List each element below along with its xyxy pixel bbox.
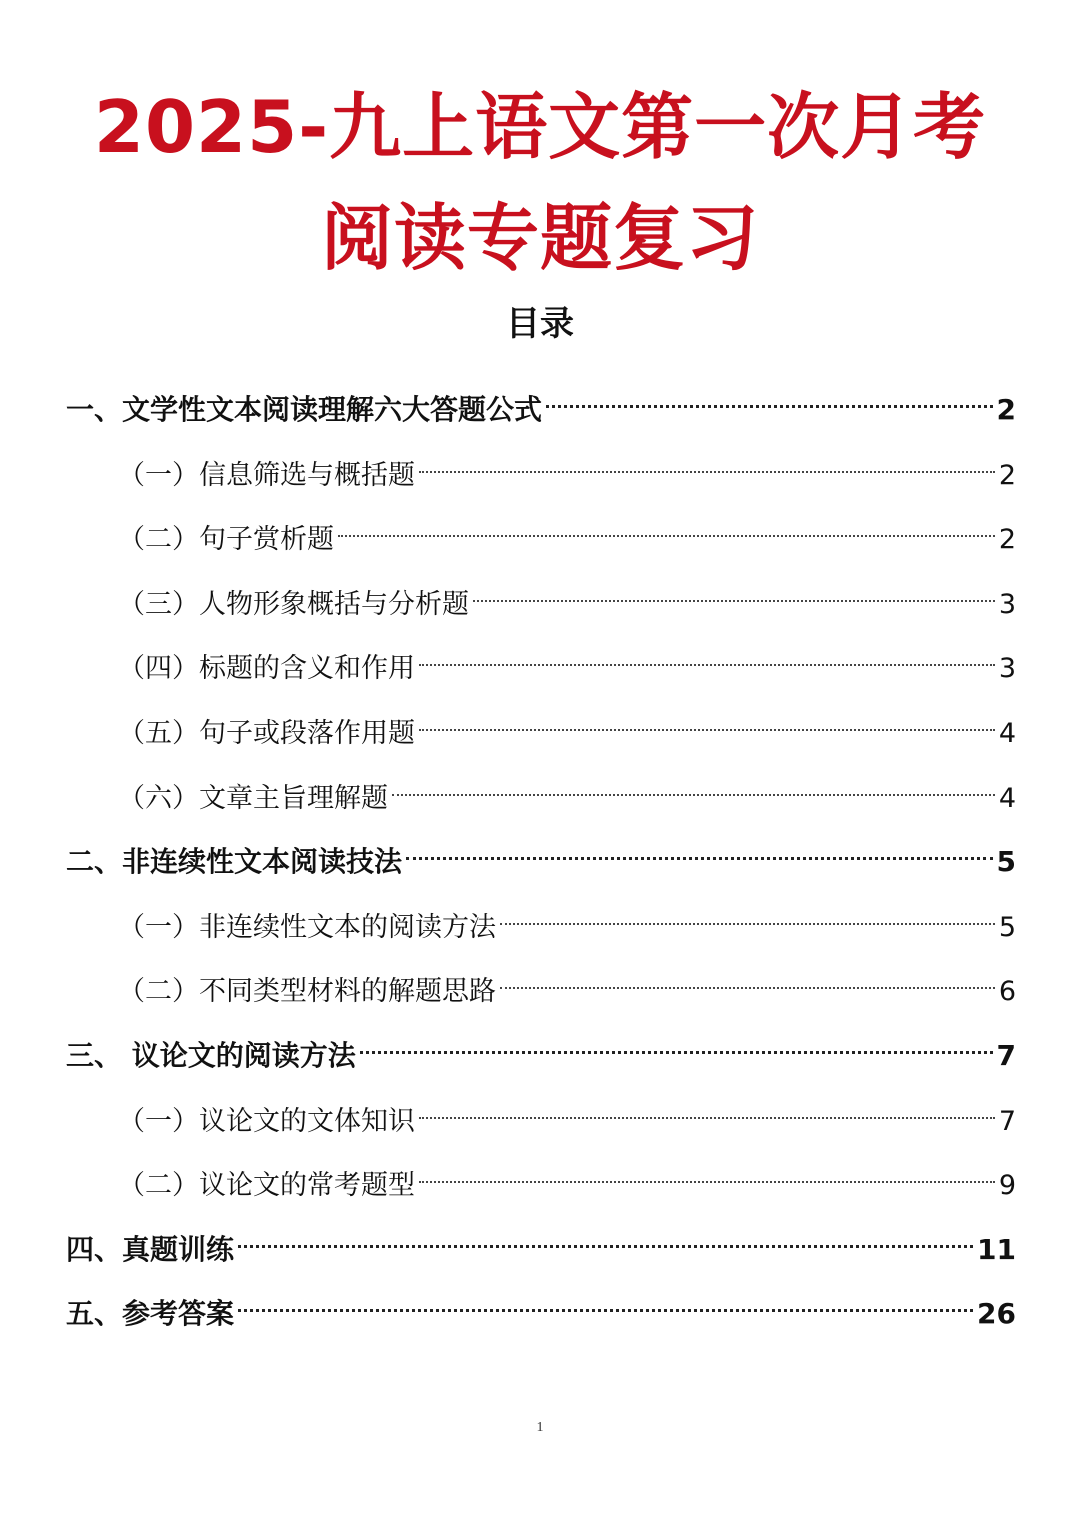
- toc-entry-page-number: 4: [998, 782, 1016, 814]
- toc-entry-label: 二、非连续性文本阅读技法: [66, 845, 403, 879]
- toc-entry-subsection[interactable]: [118, 890, 1016, 943]
- toc-entry-page-number: 3: [998, 588, 1016, 620]
- toc-entry-page-number: 7: [998, 1105, 1016, 1137]
- toc-dot-leader: [500, 890, 995, 936]
- toc-entry-subsection[interactable]: [118, 502, 1016, 556]
- toc-entry-section[interactable]: [66, 1019, 1016, 1072]
- toc-dot-leader: [406, 825, 993, 871]
- toc-entry-page-number: 11: [977, 1232, 1016, 1266]
- toc-entry-subsection[interactable]: [118, 567, 1016, 620]
- toc-dot-leader: [419, 631, 995, 677]
- toc-dot-leader: [419, 1084, 995, 1130]
- toc-dot-leader: [546, 373, 993, 419]
- toc-dot-leader: [238, 1277, 973, 1323]
- toc-entry-label: 五、参考答案: [66, 1297, 235, 1331]
- toc-entry-label: （二）句子赏析题: [118, 524, 334, 556]
- toc-entry-page-number: 3: [998, 653, 1016, 685]
- toc-dot-leader: [419, 438, 995, 484]
- toc-dot-leader: [473, 567, 995, 613]
- toc-entry-label: 四、真题训练: [66, 1232, 235, 1266]
- toc-entry-page-number: 9: [998, 1170, 1016, 1202]
- toc-entry-label: （五）句子或段落作用题: [118, 718, 415, 749]
- toc-dot-leader: [338, 502, 995, 548]
- toc-entry-subsection[interactable]: [118, 1084, 1016, 1137]
- toc-entry-section[interactable]: [66, 1213, 1016, 1266]
- toc-entry-label: （六）文章主旨理解题: [118, 782, 388, 814]
- toc-entry-page-number: 2: [998, 524, 1016, 556]
- page-number: 1: [536, 1420, 544, 1435]
- toc-entry-page-number: 26: [977, 1297, 1016, 1331]
- toc-entry-label: （二）议论文的常考题型: [118, 1170, 415, 1202]
- toc-entry-section[interactable]: [66, 1277, 1016, 1331]
- toc-entry-subsection[interactable]: [118, 954, 1016, 1008]
- toc-dot-leader: [419, 696, 995, 742]
- toc-entry-page-number: 7: [996, 1039, 1016, 1072]
- toc-entry-page-number: 4: [998, 718, 1016, 749]
- toc-entry-label: （三）人物形象概括与分析题: [118, 588, 469, 620]
- toc-entry-label: （一）信息筛选与概括题: [118, 459, 415, 491]
- toc-entry-label: （四）标题的含义和作用: [118, 653, 415, 685]
- toc-dot-leader: [500, 954, 995, 1000]
- toc-entry-section[interactable]: [66, 825, 1016, 879]
- toc-entry-page-number: 5: [996, 845, 1016, 879]
- document-title-line-2: 阅读专题复习: [320, 196, 759, 280]
- toc-entry-subsection[interactable]: [118, 1148, 1016, 1202]
- toc-dot-leader: [238, 1213, 973, 1259]
- toc-entry-subsection[interactable]: [118, 761, 1016, 814]
- toc-entry-label: 一、文学性文本阅读理解六大答题公式: [66, 393, 543, 426]
- toc-entry-label: （二）不同类型材料的解题思路: [118, 976, 496, 1008]
- toc-entry-label: （一）议论文的文体知识: [118, 1105, 415, 1137]
- toc-dot-leader: [360, 1019, 993, 1065]
- toc-entry-subsection[interactable]: [118, 438, 1016, 491]
- toc-entry-page-number: 2: [996, 393, 1016, 426]
- toc-entry-section[interactable]: [66, 373, 1016, 426]
- toc-entry-page-number: 6: [998, 976, 1016, 1008]
- toc-heading: 目录: [506, 304, 574, 344]
- toc-entry-page-number: 2: [998, 459, 1016, 491]
- toc-entry-label: （一）非连续性文本的阅读方法: [118, 911, 496, 943]
- toc-entry-page-number: 5: [998, 911, 1016, 943]
- document-title-line-1: 2025-九上语文第一次月考: [93, 85, 987, 169]
- toc-entry-subsection[interactable]: [118, 631, 1016, 685]
- toc-dot-leader: [419, 1148, 995, 1194]
- toc-entry-label: 三、 议论文的阅读方法: [66, 1039, 356, 1072]
- toc-entry-subsection[interactable]: [118, 696, 1016, 749]
- toc-dot-leader: [392, 761, 995, 807]
